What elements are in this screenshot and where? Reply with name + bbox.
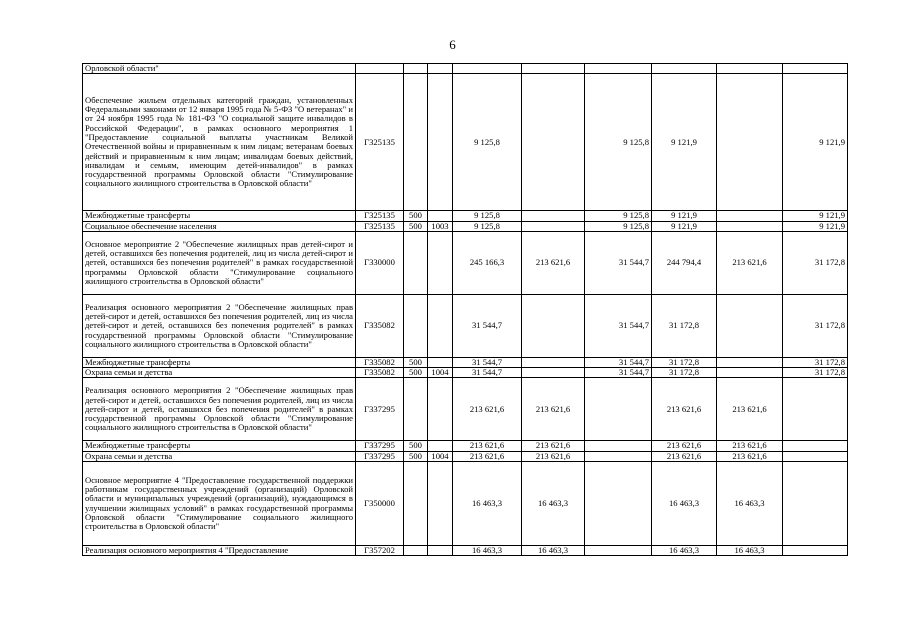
federal-amount-next — [717, 211, 783, 221]
regional-amount: 9 125,8 — [585, 211, 652, 221]
regional-amount: 31 544,7 — [585, 231, 652, 294]
federal-amount — [522, 221, 585, 231]
federal-amount — [522, 294, 585, 357]
table-row — [83, 74, 848, 211]
regional-amount-next: 31 172,8 — [783, 357, 848, 367]
budget-code: Г350000 — [356, 462, 404, 546]
total-amount: 31 544,7 — [453, 357, 522, 367]
federal-amount — [522, 74, 585, 211]
row-description: Межбюджетные трансферты — [83, 441, 356, 451]
federal-amount: 213 621,6 — [522, 378, 585, 441]
budget-code: Г335082 — [356, 357, 404, 367]
total-amount — [453, 64, 522, 74]
table-row — [83, 462, 848, 546]
federal-amount-next — [717, 368, 783, 378]
expense-type — [404, 74, 428, 211]
federal-amount — [522, 357, 585, 367]
budget-code: Г330000 — [356, 231, 404, 294]
table-row — [83, 378, 848, 441]
expense-type — [404, 462, 428, 546]
regional-amount — [585, 441, 652, 451]
regional-amount-next — [783, 451, 848, 461]
regional-amount — [585, 462, 652, 546]
federal-amount: 16 463,3 — [522, 546, 585, 556]
section-code — [428, 211, 453, 221]
regional-amount: 9 125,8 — [585, 74, 652, 211]
regional-amount-next — [783, 462, 848, 546]
federal-amount-next: 213 621,6 — [717, 231, 783, 294]
total-amount-next: 9 121,9 — [652, 211, 717, 221]
expense-type — [404, 231, 428, 294]
table-row — [83, 357, 848, 367]
total-amount-next: 213 621,6 — [652, 378, 717, 441]
expense-type — [404, 546, 428, 556]
total-amount: 9 125,8 — [453, 221, 522, 231]
budget-code: Г325135 — [356, 74, 404, 211]
table-row — [83, 294, 848, 357]
total-amount-next: 16 463,3 — [652, 462, 717, 546]
regional-amount-next — [783, 546, 848, 556]
regional-amount — [585, 546, 652, 556]
table-row — [83, 221, 848, 231]
table-row — [83, 546, 848, 556]
expense-type: 500 — [404, 441, 428, 451]
section-code — [428, 231, 453, 294]
regional-amount-next — [783, 441, 848, 451]
budget-code: Г325135 — [356, 211, 404, 221]
section-code: 1003 — [428, 221, 453, 231]
federal-amount-next: 16 463,3 — [717, 546, 783, 556]
total-amount-next: 9 121,9 — [652, 221, 717, 231]
total-amount: 9 125,8 — [453, 211, 522, 221]
expense-type — [404, 378, 428, 441]
table-row — [83, 211, 848, 221]
row-description: Основное мероприятие 2 "Обеспечение жилищных прав детей-сирот и детей, оставшихся без попечения родителей, лиц из числа детей-сирот и детей, оставшихся без попечения родителей" в рамках государственной программы Орловской области "Стимулирование социального жилищного строительства в Орловской области" — [83, 231, 356, 294]
total-amount: 9 125,8 — [453, 74, 522, 211]
federal-amount-next — [717, 294, 783, 357]
expense-type: 500 — [404, 357, 428, 367]
federal-amount — [522, 211, 585, 221]
row-description: Охрана семьи и детства — [83, 368, 356, 378]
total-amount: 16 463,3 — [453, 462, 522, 546]
page-number: 6 — [449, 37, 456, 52]
table-row — [83, 231, 848, 294]
federal-amount: 213 621,6 — [522, 441, 585, 451]
section-code — [428, 441, 453, 451]
expense-type: 500 — [404, 368, 428, 378]
total-amount-next — [652, 64, 717, 74]
row-description: Межбюджетные трансферты — [83, 357, 356, 367]
row-description: Охрана семьи и детства — [83, 451, 356, 461]
budget-code: Г337295 — [356, 441, 404, 451]
section-code — [428, 74, 453, 211]
regional-amount-next: 9 121,9 — [783, 74, 848, 211]
row-description: Реализация основного мероприятия 4 "Предоставление — [83, 546, 356, 556]
row-description: Межбюджетные трансферты — [83, 211, 356, 221]
section-code — [428, 462, 453, 546]
regional-amount-next: 9 121,9 — [783, 221, 848, 231]
federal-amount-next — [717, 74, 783, 211]
total-amount-next: 213 621,6 — [652, 451, 717, 461]
federal-amount-next — [717, 64, 783, 74]
budget-code: Г335082 — [356, 368, 404, 378]
budget-code: Г337295 — [356, 378, 404, 441]
budget-code: Г325135 — [356, 221, 404, 231]
federal-amount-next: 213 621,6 — [717, 451, 783, 461]
table-row — [83, 451, 848, 461]
regional-amount — [585, 378, 652, 441]
total-amount: 31 544,7 — [453, 294, 522, 357]
federal-amount-next — [717, 357, 783, 367]
section-code: 1004 — [428, 368, 453, 378]
regional-amount: 31 544,7 — [585, 294, 652, 357]
section-code — [428, 546, 453, 556]
total-amount: 245 166,3 — [453, 231, 522, 294]
section-code — [428, 378, 453, 441]
budget-code: Г335082 — [356, 294, 404, 357]
regional-amount: 31 544,7 — [585, 357, 652, 367]
table-row — [83, 64, 848, 74]
regional-amount-next — [783, 378, 848, 441]
total-amount-next: 31 172,8 — [652, 368, 717, 378]
total-amount-next: 244 794,4 — [652, 231, 717, 294]
row-description: Орловской области" — [83, 64, 356, 74]
row-description: Реализация основного мероприятия 2 "Обеспечение жилищных прав детей-сирот и детей, оставшихся без попечения родителей, лиц из числа детей-сирот и детей, оставшихся без попечения родителей" в рамках государственной программы Орловской области "Стимулирование социального жилищного строительства в Орловской области" — [83, 294, 356, 357]
regional-amount: 9 125,8 — [585, 221, 652, 231]
budget-code: Г357202 — [356, 546, 404, 556]
regional-amount — [585, 64, 652, 74]
section-code — [428, 357, 453, 367]
regional-amount-next: 9 121,9 — [783, 211, 848, 221]
federal-amount: 213 621,6 — [522, 231, 585, 294]
regional-amount-next — [783, 64, 848, 74]
section-code — [428, 294, 453, 357]
total-amount-next: 16 463,3 — [652, 546, 717, 556]
row-description: Основное мероприятие 4 "Предоставление государственной поддержки работникам государственных учреждений (организаций) Орловской области и муниципальных учреждений (организаций), нуждающимся в улучшении жилищных условий" в рамках государственной программы Орловской области "Стимулирование социального жилищного строительства в Орловской области" — [83, 462, 356, 546]
federal-amount-next — [717, 221, 783, 231]
federal-amount: 213 621,6 — [522, 451, 585, 461]
budget-code: Г337295 — [356, 451, 404, 461]
total-amount: 213 621,6 — [453, 451, 522, 461]
total-amount: 213 621,6 — [453, 441, 522, 451]
row-description: Социальное обеспечение населения — [83, 221, 356, 231]
regional-amount: 31 544,7 — [585, 368, 652, 378]
federal-amount-next: 213 621,6 — [717, 441, 783, 451]
total-amount-next: 213 621,6 — [652, 441, 717, 451]
row-description: Реализация основного мероприятия 2 "Обеспечение жилищных прав детей-сирот и детей, оставшихся без попечения родителей, лиц из числа детей-сирот и детей, оставшихся без попечения родителей" в рамках государственной программы Орловской области "Стимулирование социального жилищного строительства в Орловской области" — [83, 378, 356, 441]
budget-table — [82, 63, 848, 556]
expense-type — [404, 294, 428, 357]
total-amount: 213 621,6 — [453, 378, 522, 441]
total-amount-next: 31 172,8 — [652, 294, 717, 357]
budget-code — [356, 64, 404, 74]
federal-amount: 16 463,3 — [522, 462, 585, 546]
regional-amount-next: 31 172,8 — [783, 294, 848, 357]
federal-amount — [522, 64, 585, 74]
federal-amount-next: 213 621,6 — [717, 378, 783, 441]
total-amount: 16 463,3 — [453, 546, 522, 556]
total-amount: 31 544,7 — [453, 368, 522, 378]
expense-type: 500 — [404, 211, 428, 221]
regional-amount-next: 31 172,8 — [783, 231, 848, 294]
table-row — [83, 441, 848, 451]
federal-amount-next: 16 463,3 — [717, 462, 783, 546]
regional-amount-next: 31 172,8 — [783, 368, 848, 378]
federal-amount — [522, 368, 585, 378]
total-amount-next: 31 172,8 — [652, 357, 717, 367]
table-row — [83, 368, 848, 378]
row-description: Обеспечение жильем отдельных категорий граждан, установленных Федеральными законами от 12 января 1995 года № 5-ФЗ "О ветеранах" и от 24 ноября 1995 года № 181-ФЗ "О социальной защите инвалидов в Российской Федерации", в рамках основного мероприятия 1 "Предоставление социальной выплаты участникам Великой Отечественной войны и приравненным к ним лицам; ветеранам боевых действий и приравненным к ним лицам; инвалидам боевых действий, инвалидам и семьям, имеющим детей-инвалидов" в рамках государственной программы Орловской области "Стимулирование социального жилищного строительства в Орловской области" — [83, 74, 356, 211]
section-code — [428, 64, 453, 74]
total-amount-next: 9 121,9 — [652, 74, 717, 211]
expense-type: 500 — [404, 221, 428, 231]
expense-type: 500 — [404, 451, 428, 461]
regional-amount — [585, 451, 652, 461]
section-code: 1004 — [428, 451, 453, 461]
expense-type — [404, 64, 428, 74]
